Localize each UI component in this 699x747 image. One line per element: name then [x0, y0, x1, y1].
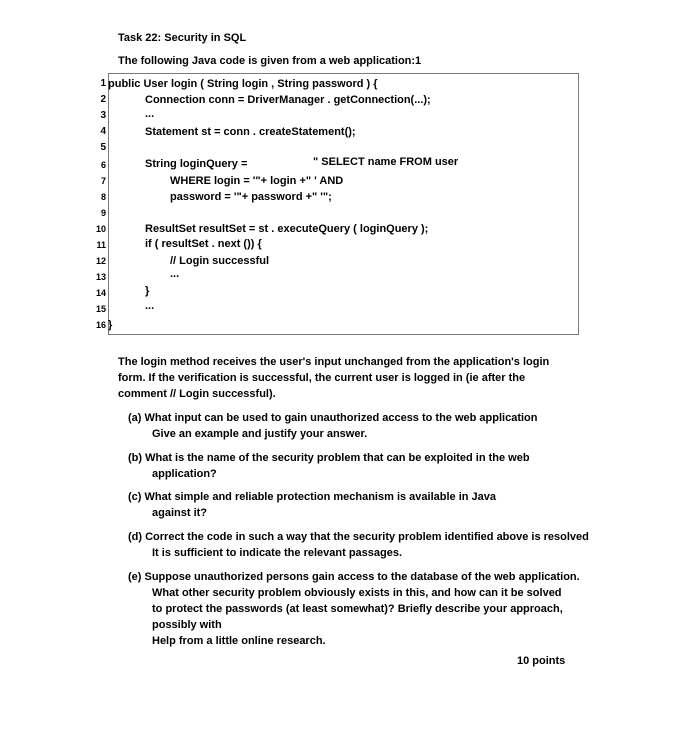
line-number: 6 — [100, 160, 106, 170]
line-number: 12 — [95, 256, 106, 266]
question-line: Give an example and justify your answer. — [152, 428, 368, 440]
line-number: 15 — [95, 304, 106, 314]
code-line: String loginQuery = — [145, 158, 248, 170]
question-line: against it? — [152, 507, 208, 519]
task-title: Task 22: Security in SQL — [118, 32, 247, 44]
code-line: password = '"+ password +" '"; — [170, 191, 332, 203]
line-number: 3 — [100, 110, 106, 121]
task-intro: The following Java code is given from a web application:1 — [118, 55, 422, 67]
question-c — [128, 489, 496, 521]
question-a — [128, 410, 538, 442]
description-line: comment // Login successful). — [118, 388, 276, 400]
question-line: (e) Suppose unauthorized persons gain access to the database of the web application. — [128, 571, 580, 583]
line-number: 11 — [96, 240, 106, 250]
question-line: Help from a little online research. — [152, 635, 326, 647]
question-line: What other security problem obviously exists in this, and how can it be solved — [152, 587, 562, 599]
code-line: // Login successful — [170, 255, 270, 267]
code-line: WHERE login = '"+ login +" ' AND — [170, 175, 344, 187]
code-line: Connection conn = DriverManager . getConnection(...); — [145, 94, 431, 106]
line-number: 9 — [100, 208, 106, 218]
code-line: ... — [170, 268, 180, 280]
question-line: (d) Correct the code in such a way that the security problem identified above is resolved — [128, 531, 589, 543]
line-number: 13 — [95, 272, 106, 282]
question-b — [128, 450, 530, 482]
description-paragraph — [118, 354, 588, 402]
question-line: (a) What input can be used to gain unauthorized access to the web application — [128, 412, 538, 424]
code-line: } — [145, 285, 150, 297]
line-number: 16 — [95, 320, 106, 330]
question-line: to protect the passwords (at least somewhat)? Briefly describe your approach, — [152, 603, 563, 615]
description-line: form. If the verification is successful, the current user is logged in (ie after the — [118, 372, 526, 384]
code-line: ... — [145, 300, 155, 312]
points-label: 10 points — [517, 655, 566, 667]
line-number: 14 — [95, 288, 106, 298]
line-number: 1 — [100, 78, 106, 89]
line-number: 10 — [95, 224, 106, 234]
code-line: ... — [145, 108, 155, 120]
question-line: application? — [152, 468, 217, 480]
line-number: 2 — [100, 94, 106, 105]
code-line: if ( resultSet . next ()) { — [145, 238, 262, 250]
question-line: It is sufficient to indicate the relevant passages. — [152, 547, 403, 559]
line-number: 5 — [100, 142, 106, 153]
line-number: 8 — [100, 192, 106, 202]
code-line: public User login ( String login , String password ) { — [108, 78, 378, 90]
code-line: " SELECT name FROM user — [313, 156, 459, 168]
question-d — [128, 529, 589, 561]
code-line: Statement st = conn . createStatement(); — [145, 126, 356, 138]
line-number: 4 — [100, 126, 106, 137]
question-line: possibly with — [152, 619, 222, 631]
line-number: 7 — [100, 176, 106, 186]
description-line: The login method receives the user's input unchanged from the application's login — [118, 356, 550, 368]
code-listing-box — [108, 73, 579, 335]
question-line: (c) What simple and reliable protection mechanism is available in Java — [128, 491, 497, 503]
code-line: } — [108, 319, 113, 331]
question-e — [128, 569, 580, 649]
code-line: ResultSet resultSet = st . executeQuery ( loginQuery ); — [145, 223, 429, 235]
question-line: (b) What is the name of the security problem that can be exploited in the web — [128, 452, 530, 464]
